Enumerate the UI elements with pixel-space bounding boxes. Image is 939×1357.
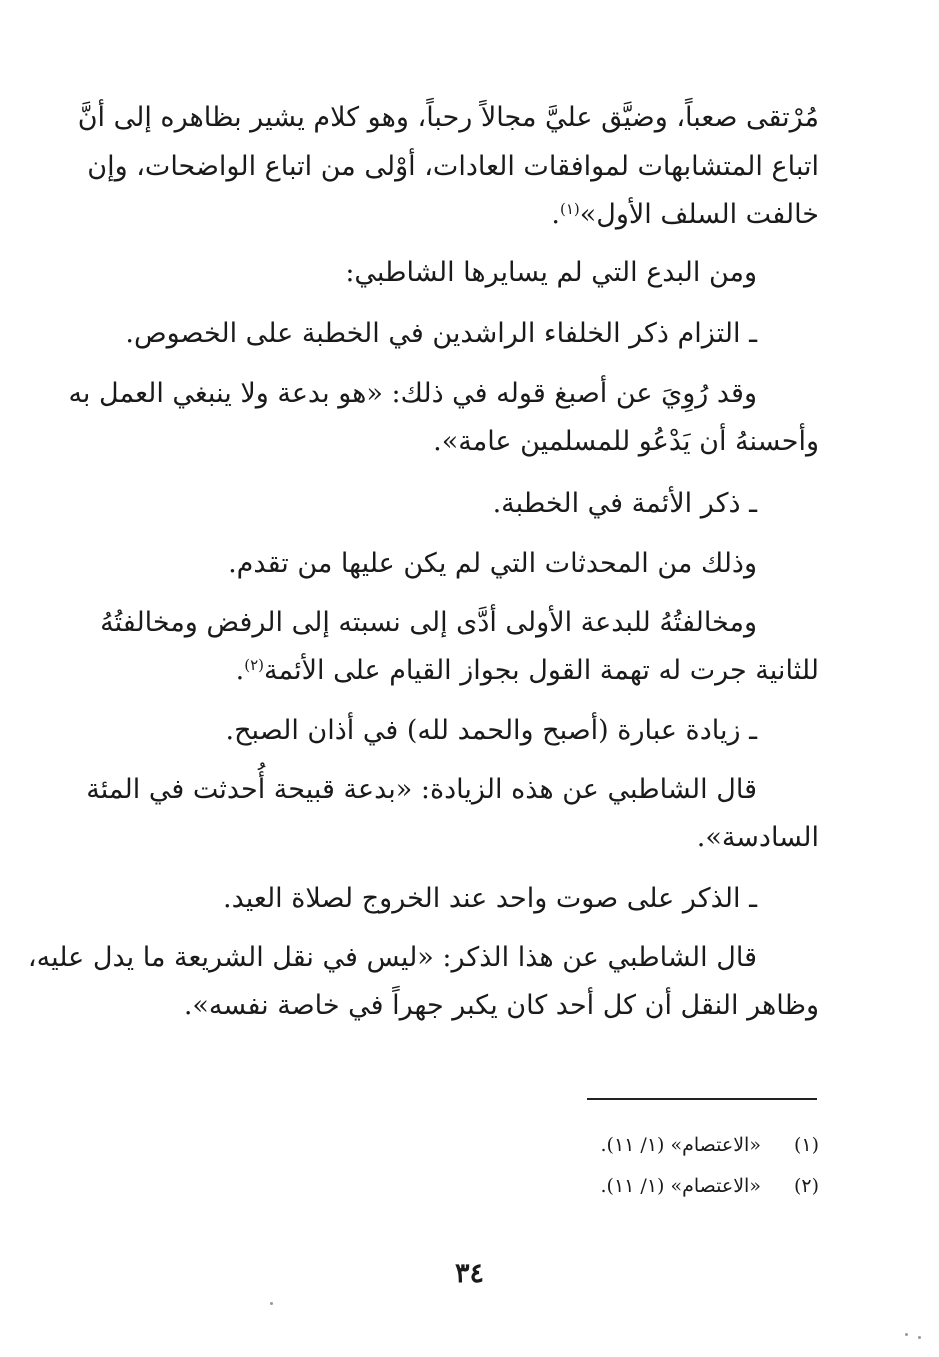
text-line-3-body: خالفت السلف الأول» <box>579 199 819 230</box>
text-line-4: ومن البدع التي لم يسايرها الشاطبي: <box>345 257 757 288</box>
text-line-14: السادسة». <box>696 822 819 853</box>
text-line-3 <box>109 195 819 235</box>
footnote-2-text: «الاعتصام» (١/ ١١). <box>600 1175 761 1197</box>
list-item-4: ـ الذكر على صوت واحد عند الخروج لصلاة العيد. <box>223 883 757 914</box>
text-line-11-end: . <box>235 655 245 686</box>
text-line-17: وظاهر النقل أن كل أحد كان يكبر جهراً في خاصة نفسه». <box>183 990 819 1021</box>
text-line-11-body: للثانية جرت له تهمة القول بجواز القيام على الأئمة <box>263 655 819 686</box>
scan-speck <box>270 1302 273 1305</box>
list-item-3: ـ زيادة عبارة (أصبح والحمد لله) في أذان الصبح. <box>225 715 757 746</box>
list-item-2: ـ ذكر الأئمة في الخطبة. <box>492 488 757 519</box>
footnote-2 <box>219 1172 819 1200</box>
text-line-6: وقد رُوِيَ عن أصبغ قوله في ذلك: «هو بدعة ولا ينبغي العمل به <box>68 378 757 409</box>
scan-speck <box>905 1333 908 1336</box>
text-line-7: وأحسنهُ أن يَدْعُو للمسلمين عامة». <box>433 426 819 457</box>
list-item-1: ـ التزام ذكر الخلفاء الراشدين في الخطبة على الخصوص. <box>125 318 757 349</box>
text-line-11 <box>109 651 819 691</box>
text-line-9: وذلك من المحدثات التي لم يكن عليها من تقدم. <box>228 548 757 579</box>
footnote-1 <box>219 1131 819 1159</box>
scan-speck <box>918 1336 921 1339</box>
text-line-13: قال الشاطبي عن هذه الزيادة: «بدعة قبيحة أُحدثت في المئة <box>86 774 757 805</box>
text-line-2: اتباع المتشابهات لموافقات العادات، أوْلى من اتباع الواضحات، وإن <box>87 151 819 182</box>
text-line-1: مُرْتقى صعباً، وضيَّق عليَّ مجالاً رحباً، وهو كلام يشير بظاهره إلى أنَّ <box>77 102 819 133</box>
footnote-1-number: (١) <box>793 1134 819 1156</box>
footnote-1-text: «الاعتصام» (١/ ١١). <box>600 1134 761 1156</box>
text-line-3-end: . <box>551 199 560 230</box>
footnote-ref-1: (١) <box>559 200 580 218</box>
footnote-ref-2: (٢) <box>244 656 264 674</box>
text-line-16: قال الشاطبي عن هذا الذكر: «ليس في نقل الشريعة ما يدل عليه، <box>27 942 757 973</box>
footnote-separator <box>587 1098 817 1100</box>
page-number: ٣٤ <box>454 1258 484 1289</box>
text-line-10: ومخالفتُهُ للبدعة الأولى أدَّى إلى نسبته إلى الرفض ومخالفتُهُ <box>100 607 757 638</box>
footnote-2-number: (٢) <box>793 1175 819 1197</box>
